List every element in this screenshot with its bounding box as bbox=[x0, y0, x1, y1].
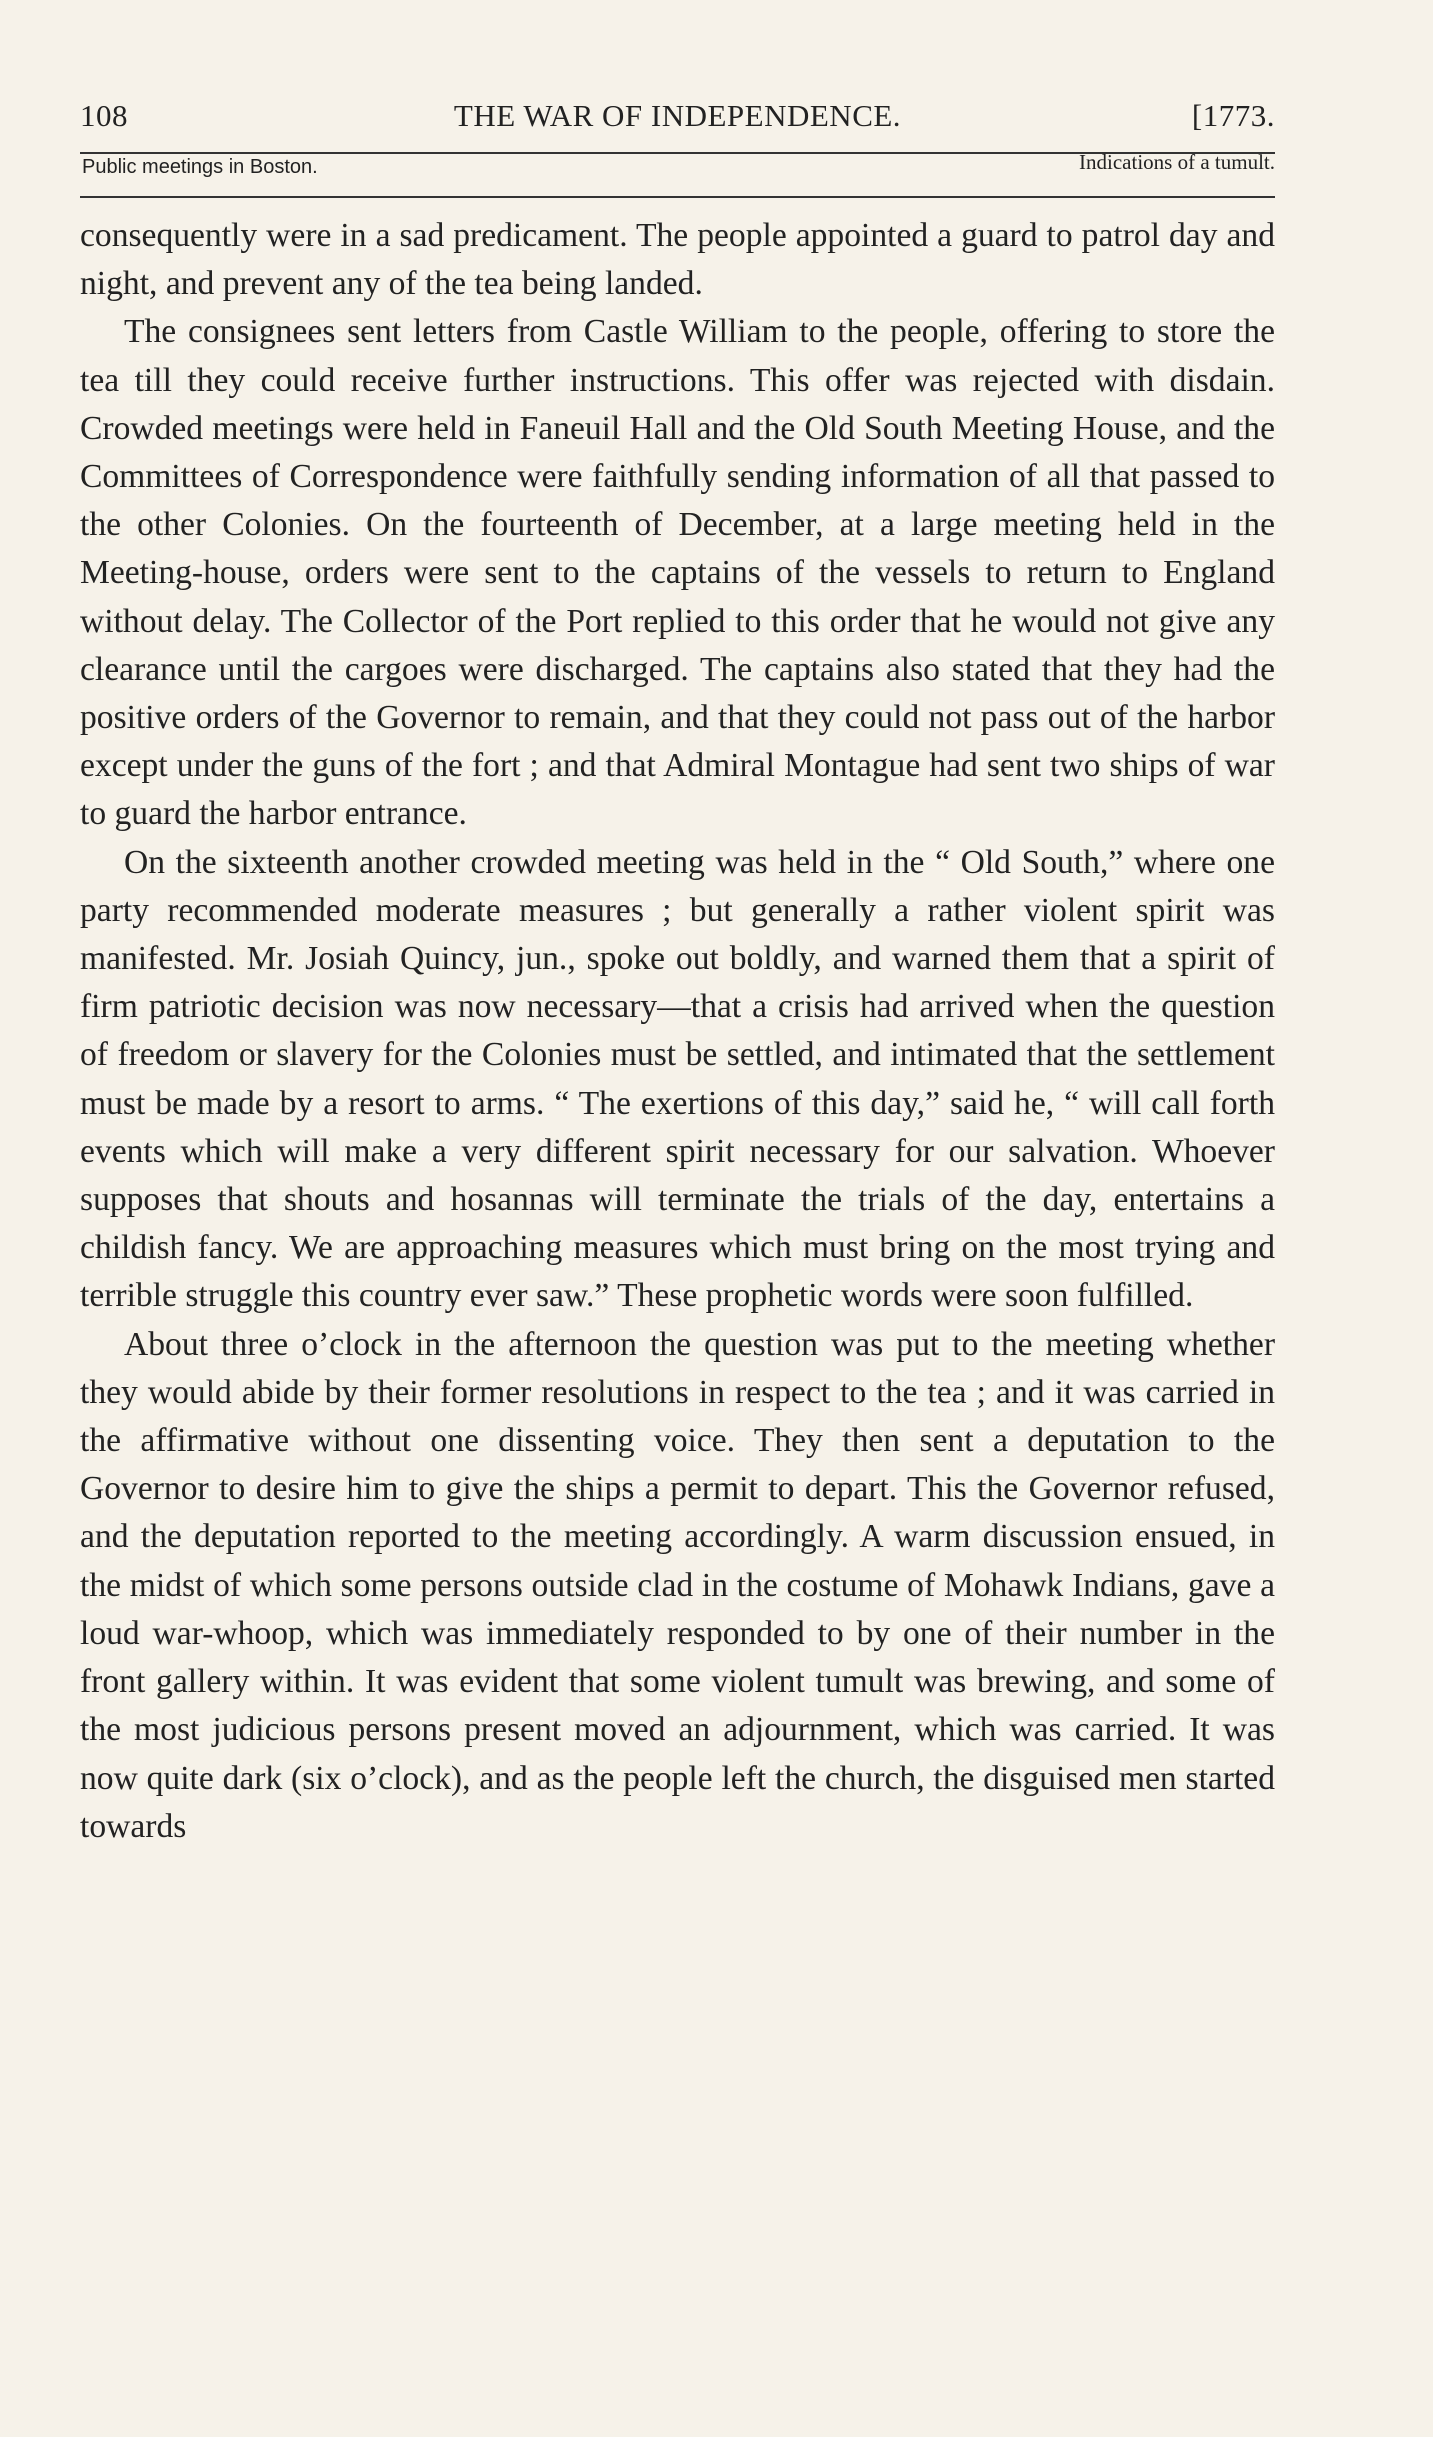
paragraph-1: consequently were in a sad predicament. The people appointed a guard to patrol day and night, and prevent any of the tea being landed. bbox=[80, 217, 1275, 303]
body-text bbox=[80, 212, 1275, 1851]
subheader-rule bbox=[80, 196, 1275, 198]
page-number: 108 bbox=[80, 98, 128, 133]
paragraph-2: The consignees sent letters from Castle William to the people, offering to store the tea till they could receive further instructions. This offer was rejected with disdain. Crowded meetings were held in Faneuil Hall and the Old South Meeting House, and the Committees of Correspondence were faithfully sending information of all that passed to the other Colonies. On the fourteenth of December, at a large meeting held in the Meeting-house, orders were sent to the captains of the vessels to return to England without delay. The Collector of the Port replied to this order that he would not give any clearance until the cargoes were discharged. The captains also stated that they had the positive orders of the Governor to remain, and that they could not pass out of the harbor except under the guns of the fort ; and that Admiral Montague had sent two ships of war to guard the harbor entrance. bbox=[80, 313, 1275, 833]
paragraph-3: On the sixteenth another crowded meeting was held in the “ Old South,” where one party recommended moderate measures ; but generally a rather violent spirit was manifested. Mr. Josiah Quincy, jun., spoke out boldly, and warned them that a spirit of firm patriotic decision was now necessary—that a crisis had arrived when the question of freedom or slavery for the Colonies must be settled, and intimated that the settlement must be made by a resort to arms. “ The exertions of this day,” said he, “ will call forth events which will make a very different spirit necessary for our salvation. Whoever supposes that shouts and hosannas will terminate the trials of the day, entertains a childish fancy. We are approaching measures which must bring on the most trying and terrible struggle this country ever saw.” These prophetic words were soon fulfilled. bbox=[80, 843, 1275, 1315]
running-head bbox=[80, 90, 1275, 146]
marginal-notes bbox=[80, 150, 1275, 196]
sidenote-right: Indications of a tumult. bbox=[1079, 150, 1275, 174]
paragraph-4: About three o’clock in the afternoon the question was put to the meeting whether they would abide by their former resolutions in respect to the tea ; and it was carried in the affirmative without one dissenting voice. They then sent a deputation to the Governor to desire him to give the ships a permit to depart. This the Governor refused, and the deputation reported to the meeting accordingly. A warm discussion ensued, in the midst of which some persons outside clad in the costume of Mohawk Indians, gave a loud war-whoop, which was immediately responded to by one of their number in the front gallery within. It was evident that some violent tumult was brewing, and some of the most judicious persons present moved an adjournment, which was carried. It was now quite dark (six o’clock), and as the people left the church, the disguised men started towards bbox=[80, 1325, 1275, 1845]
running-title: THE WAR OF INDEPENDENCE. bbox=[453, 98, 902, 133]
running-year: [1773. bbox=[1191, 98, 1275, 133]
sidenote-left: Public meetings in Boston. bbox=[82, 156, 318, 178]
book-page bbox=[80, 90, 1275, 1851]
